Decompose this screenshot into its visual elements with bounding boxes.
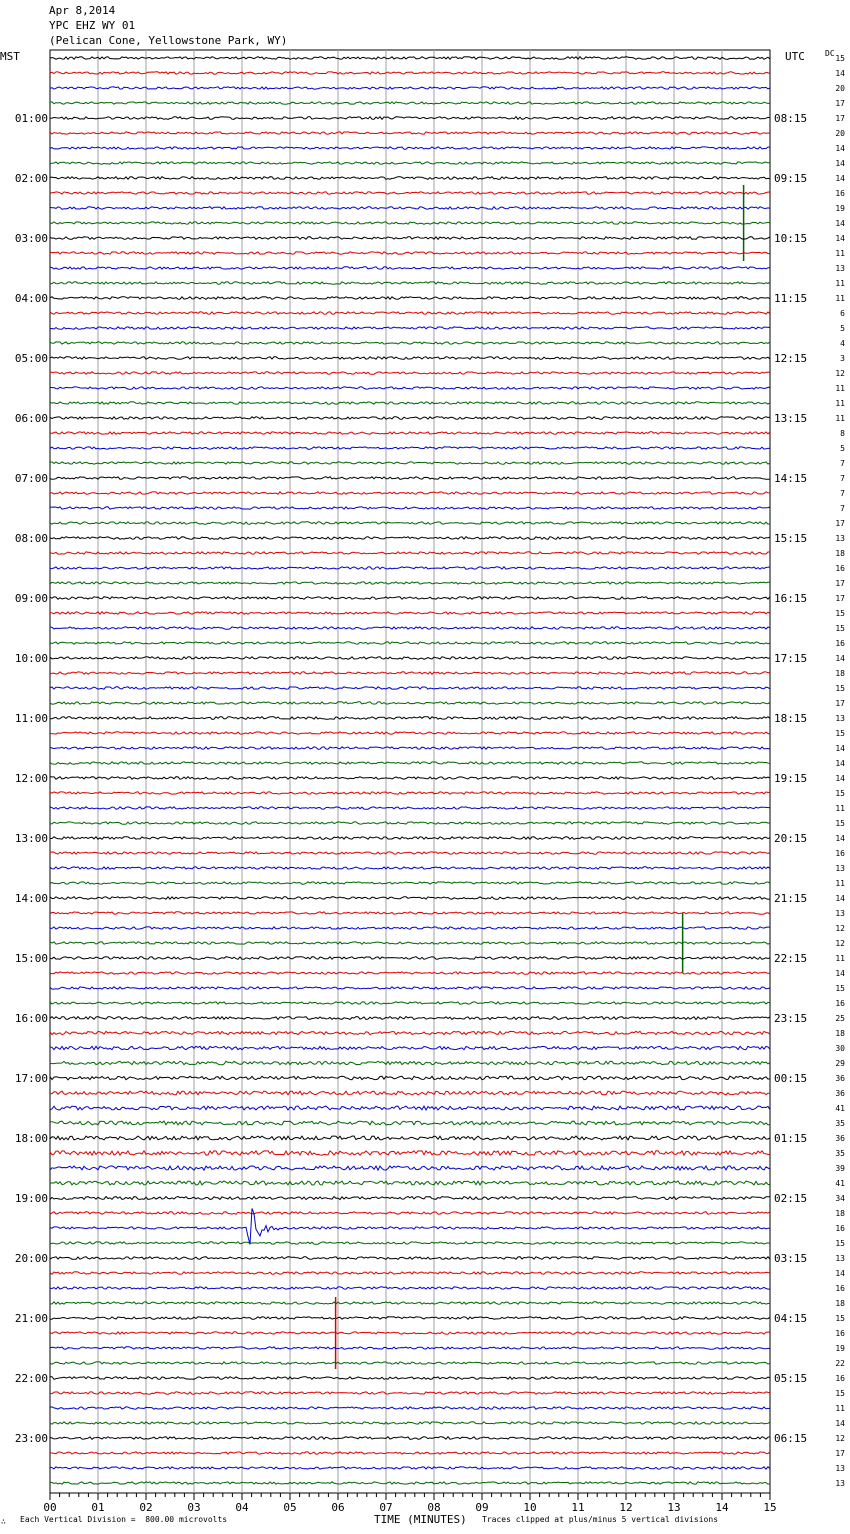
dc-offset-label: 13: [835, 1479, 845, 1488]
dc-offset-label: 35: [835, 1149, 845, 1158]
utc-hour-label: 10:15: [774, 232, 808, 245]
trace-row-60: [50, 942, 770, 944]
trace-row-64: [50, 1002, 770, 1004]
dc-offset-label: 16: [835, 639, 845, 648]
utc-hour-label: 22:15: [774, 952, 808, 965]
trace-row-93: [50, 1437, 770, 1440]
dc-offset-label: 13: [835, 864, 845, 873]
dc-offset-label: 13: [835, 264, 845, 273]
clip-note: Traces clipped at plus/minus 5 vertical divisions: [482, 1515, 719, 1524]
dc-offset-label: 6: [840, 309, 845, 318]
trace-row-65: [50, 1017, 770, 1020]
dc-offset-label: 5: [840, 324, 845, 333]
dc-offset-label: 3: [840, 354, 845, 363]
trace-row-78: [50, 1212, 770, 1215]
mst-hour-label: 12:00: [14, 772, 48, 785]
x-axis-title: TIME (MINUTES): [374, 1513, 467, 1526]
trace-row-44: [50, 702, 770, 704]
trace-row-72: [50, 1121, 770, 1125]
dc-label: DC: [825, 49, 835, 58]
utc-hour-label: 19:15: [774, 772, 808, 785]
trace-row-53: [50, 837, 770, 840]
dc-offset-label: 41: [835, 1179, 845, 1188]
trace-row-8: [50, 162, 770, 164]
trace-row-77: [50, 1197, 770, 1200]
mst-hour-label: 15:00: [14, 952, 48, 965]
date-label: Apr 8,2014: [49, 4, 116, 17]
trace-row-16: [50, 282, 770, 284]
dc-offset-label: 16: [835, 1224, 845, 1233]
trace-row-14: [50, 252, 770, 254]
logo-icon: ∴: [1, 1517, 6, 1526]
dc-offset-label: 18: [835, 1029, 845, 1038]
dc-offset-label: 16: [835, 1284, 845, 1293]
dc-offset-label: 14: [835, 1419, 845, 1428]
dc-offset-label: 13: [835, 909, 845, 918]
trace-row-38: [50, 612, 770, 614]
trace-row-85: [50, 1317, 770, 1320]
dc-offset-label: 15: [835, 1239, 845, 1248]
trace-row-2: [50, 72, 770, 74]
dc-offset-label: 18: [835, 549, 845, 558]
trace-row-43: [50, 687, 770, 689]
trace-row-52: [50, 822, 770, 824]
dc-offset-label: 7: [840, 504, 845, 513]
dc-offset-label: 11: [835, 414, 845, 423]
dc-offset-label: 14: [835, 159, 845, 168]
trace-row-41: [50, 657, 770, 660]
dc-offset-label: 14: [835, 744, 845, 753]
dc-offset-label: 15: [835, 684, 845, 693]
dc-offset-label: 35: [835, 1119, 845, 1128]
utc-hour-label: 16:15: [774, 592, 808, 605]
dc-offset-label: 30: [835, 1044, 845, 1053]
plot-frame: [50, 50, 770, 1493]
trace-row-73: [50, 1136, 770, 1140]
dc-offset-label: 17: [835, 114, 845, 123]
utc-hour-label: 23:15: [774, 1012, 808, 1025]
dc-offset-label: 11: [835, 294, 845, 303]
utc-hour-label: 20:15: [774, 832, 808, 845]
trace-row-26: [50, 432, 770, 434]
x-tick-label: 02: [139, 1501, 153, 1514]
dc-offset-label: 19: [835, 204, 845, 213]
utc-hour-label: 14:15: [774, 472, 808, 485]
dc-offset-label: 7: [840, 459, 845, 468]
trace-row-62: [50, 972, 770, 974]
dc-offset-label: 15: [835, 1389, 845, 1398]
utc-hour-label: 09:15: [774, 172, 808, 185]
utc-hour-label: 00:15: [774, 1072, 808, 1085]
dc-offset-label: 12: [835, 924, 845, 933]
trace-row-59: [50, 927, 770, 929]
dc-offset-label: 16: [835, 1374, 845, 1383]
dc-offset-label: 15: [835, 819, 845, 828]
trace-row-21: [50, 357, 770, 360]
trace-row-84: [50, 1302, 770, 1304]
trace-row-86: [50, 1332, 770, 1334]
x-tick-label: 04: [235, 1501, 249, 1514]
dc-offset-label: 20: [835, 129, 845, 138]
trace-row-54: [50, 852, 770, 854]
trace-row-18: [50, 312, 770, 314]
trace-row-35: [50, 567, 770, 569]
mst-hour-label: 06:00: [14, 412, 48, 425]
utc-hour-label: 17:15: [774, 652, 808, 665]
utc-hour-label: 12:15: [774, 352, 808, 365]
trace-row-94: [50, 1452, 770, 1454]
dc-offset-label: 36: [835, 1089, 845, 1098]
trace-row-10: [50, 192, 770, 194]
trace-row-89: [50, 1377, 770, 1380]
dc-offset-label: 14: [835, 69, 845, 78]
dc-offset-label: 18: [835, 1299, 845, 1308]
utc-hour-label: 04:15: [774, 1312, 808, 1325]
trace-row-7: [50, 147, 770, 149]
trace-row-50: [50, 792, 770, 794]
dc-offset-label: 25: [835, 1014, 845, 1023]
utc-hour-label: 01:15: [774, 1132, 808, 1145]
trace-row-91: [50, 1407, 770, 1409]
mst-hour-label: 18:00: [14, 1132, 48, 1145]
dc-offset-label: 17: [835, 1449, 845, 1458]
location-label: (Pelican Cone, Yellowstone Park, WY): [49, 34, 288, 47]
trace-row-87: [50, 1347, 770, 1349]
dc-offset-label: 13: [835, 534, 845, 543]
trace-row-61: [50, 957, 770, 960]
dc-offset-label: 17: [835, 99, 845, 108]
trace-row-55: [50, 867, 770, 869]
utc-hour-label: 02:15: [774, 1192, 808, 1205]
utc-hour-label: 08:15: [774, 112, 808, 125]
dc-offset-label: 14: [835, 759, 845, 768]
dc-offset-label: 17: [835, 579, 845, 588]
dc-offset-label: 15: [835, 624, 845, 633]
x-tick-label: 03: [187, 1501, 201, 1514]
dc-offset-label: 15: [835, 1314, 845, 1323]
trace-row-29: [50, 477, 770, 480]
trace-row-12: [50, 222, 770, 224]
dc-offset-label: 36: [835, 1074, 845, 1083]
dc-offset-label: 22: [835, 1359, 845, 1368]
mst-hour-label: 02:00: [14, 172, 48, 185]
station-label: YPC EHZ WY 01: [49, 19, 136, 32]
trace-row-92: [50, 1422, 770, 1424]
trace-row-57: [50, 897, 770, 900]
utc-hour-label: 13:15: [774, 412, 808, 425]
utc-hour-label: 06:15: [774, 1432, 808, 1445]
left-timezone-label: MST: [0, 50, 20, 63]
x-tick-label: 10: [523, 1501, 537, 1514]
dc-offset-label: 12: [835, 369, 845, 378]
dc-offset-label: 13: [835, 1464, 845, 1473]
mst-hour-label: 11:00: [14, 712, 48, 725]
trace-row-81: [50, 1257, 770, 1260]
trace-row-31: [50, 507, 770, 509]
trace-row-33: [50, 537, 770, 540]
trace-row-24: [50, 402, 770, 404]
dc-offset-label: 14: [835, 174, 845, 183]
dc-offset-label: 7: [840, 489, 845, 498]
trace-row-90: [50, 1392, 770, 1394]
dc-offset-label: 18: [835, 1209, 845, 1218]
x-tick-label: 01: [91, 1501, 105, 1514]
trace-row-82: [50, 1272, 770, 1274]
trace-row-32: [50, 522, 770, 524]
dc-offset-label: 16: [835, 189, 845, 198]
dc-offset-label: 15: [835, 729, 845, 738]
dc-offset-label: 8: [840, 429, 845, 438]
trace-row-9: [50, 177, 770, 180]
trace-row-74: [50, 1151, 770, 1155]
mst-hour-label: 03:00: [14, 232, 48, 245]
dc-offset-label: 19: [835, 1344, 845, 1353]
trace-row-76: [50, 1181, 770, 1185]
x-tick-label: 12: [619, 1501, 633, 1514]
dc-offset-label: 15: [835, 54, 845, 63]
utc-hour-label: 15:15: [774, 532, 808, 545]
trace-row-96: [50, 1482, 770, 1484]
dc-offset-label: 11: [835, 249, 845, 258]
trace-row-88: [50, 1362, 770, 1364]
trace-row-48: [50, 762, 770, 764]
trace-row-20: [50, 342, 770, 344]
mst-hour-label: 07:00: [14, 472, 48, 485]
trace-row-46: [50, 732, 770, 734]
dc-offset-label: 14: [835, 654, 845, 663]
dc-offset-label: 11: [835, 279, 845, 288]
mst-hour-label: 10:00: [14, 652, 48, 665]
trace-row-47: [50, 747, 770, 749]
mst-hour-label: 22:00: [14, 1372, 48, 1385]
mst-hour-label: 17:00: [14, 1072, 48, 1085]
trace-row-25: [50, 417, 770, 420]
trace-row-22: [50, 372, 770, 374]
trace-row-51: [50, 807, 770, 809]
trace-row-11: [50, 207, 770, 210]
trace-row-71: [50, 1106, 770, 1110]
trace-row-63: [50, 987, 770, 989]
dc-offset-label: 17: [835, 519, 845, 528]
trace-row-40: [50, 642, 770, 644]
trace-row-69: [50, 1076, 770, 1080]
dc-offset-label: 12: [835, 939, 845, 948]
dc-offset-label: 11: [835, 1404, 845, 1413]
mst-hour-label: 14:00: [14, 892, 48, 905]
x-tick-label: 00: [43, 1501, 57, 1514]
utc-hour-label: 11:15: [774, 292, 808, 305]
dc-offset-label: 12: [835, 1434, 845, 1443]
trace-row-1: [50, 57, 770, 60]
dc-offset-label: 14: [835, 894, 845, 903]
x-tick-label: 09: [475, 1501, 489, 1514]
trace-row-19: [50, 327, 770, 329]
trace-row-68: [50, 1061, 770, 1064]
trace-row-4: [50, 102, 770, 104]
trace-row-30: [50, 492, 770, 494]
dc-offset-label: 5: [840, 444, 845, 453]
dc-offset-label: 13: [835, 1254, 845, 1263]
trace-row-6: [50, 132, 770, 134]
trace-row-37: [50, 597, 770, 600]
trace-row-75: [50, 1166, 770, 1170]
dc-offset-label: 16: [835, 1329, 845, 1338]
dc-offset-label: 4: [840, 339, 845, 348]
dc-offset-label: 36: [835, 1134, 845, 1143]
trace-row-80: [50, 1242, 770, 1244]
trace-row-83: [50, 1287, 770, 1289]
trace-row-67: [50, 1046, 770, 1049]
scale-note: Each Vertical Division = 800.00 microvolts: [20, 1515, 228, 1524]
mst-hour-label: 05:00: [14, 352, 48, 365]
dc-offset-label: 11: [835, 384, 845, 393]
trace-row-5: [50, 117, 770, 120]
dc-offset-label: 39: [835, 1164, 845, 1173]
trace-row-70: [50, 1091, 770, 1095]
trace-row-39: [50, 627, 770, 629]
mst-hour-label: 09:00: [14, 592, 48, 605]
dc-offset-label: 15: [835, 984, 845, 993]
dc-offset-label: 14: [835, 1269, 845, 1278]
dc-offset-label: 15: [835, 609, 845, 618]
dc-offset-label: 16: [835, 564, 845, 573]
utc-hour-label: 18:15: [774, 712, 808, 725]
trace-row-3: [50, 87, 770, 89]
trace-row-36: [50, 582, 770, 584]
trace-row-95: [50, 1467, 770, 1469]
mst-hour-label: 20:00: [14, 1252, 48, 1265]
right-timezone-label: UTC: [785, 50, 805, 63]
dc-offset-label: 15: [835, 789, 845, 798]
trace-row-23: [50, 387, 770, 389]
dc-offset-label: 16: [835, 999, 845, 1008]
x-tick-label: 13: [667, 1501, 681, 1514]
trace-row-28: [50, 462, 770, 464]
trace-row-34: [50, 552, 770, 554]
x-tick-label: 14: [715, 1501, 729, 1514]
dc-offset-label: 18: [835, 669, 845, 678]
dc-offset-label: 41: [835, 1104, 845, 1113]
dc-offset-label: 14: [835, 234, 845, 243]
dc-offset-label: 16: [835, 849, 845, 858]
dc-offset-label: 11: [835, 804, 845, 813]
dc-offset-label: 14: [835, 219, 845, 228]
trace-row-27: [50, 447, 770, 449]
mst-hour-label: 23:00: [14, 1432, 48, 1445]
x-tick-label: 15: [763, 1501, 777, 1514]
dc-offset-label: 17: [835, 699, 845, 708]
dc-offset-label: 14: [835, 834, 845, 843]
mst-hour-label: 01:00: [14, 112, 48, 125]
x-tick-label: 08: [427, 1501, 441, 1514]
mst-hour-label: 16:00: [14, 1012, 48, 1025]
dc-offset-label: 34: [835, 1194, 845, 1203]
dc-offset-label: 7: [840, 474, 845, 483]
mst-hour-label: 08:00: [14, 532, 48, 545]
trace-row-17: [50, 297, 770, 300]
trace-row-66: [50, 1031, 770, 1034]
x-tick-label: 05: [283, 1501, 297, 1514]
dc-offset-label: 11: [835, 954, 845, 963]
mst-hour-label: 13:00: [14, 832, 48, 845]
mst-hour-label: 04:00: [14, 292, 48, 305]
utc-hour-label: 03:15: [774, 1252, 808, 1265]
dc-offset-label: 11: [835, 399, 845, 408]
dc-offset-label: 14: [835, 969, 845, 978]
trace-row-45: [50, 717, 770, 720]
dc-offset-label: 20: [835, 84, 845, 93]
dc-offset-label: 14: [835, 144, 845, 153]
trace-row-15: [50, 267, 770, 269]
mst-hour-label: 21:00: [14, 1312, 48, 1325]
trace-row-58: [50, 912, 770, 914]
trace-row-49: [50, 777, 770, 780]
dc-offset-label: 29: [835, 1059, 845, 1068]
dc-offset-label: 13: [835, 714, 845, 723]
x-tick-label: 07: [379, 1501, 393, 1514]
trace-row-56: [50, 882, 770, 884]
dc-offset-label: 11: [835, 879, 845, 888]
trace-row-13: [50, 237, 770, 240]
dc-offset-label: 17: [835, 594, 845, 603]
trace-row-42: [50, 672, 770, 674]
utc-hour-label: 05:15: [774, 1372, 808, 1385]
x-tick-label: 11: [571, 1501, 585, 1514]
x-tick-label: 06: [331, 1501, 345, 1514]
mst-hour-label: 19:00: [14, 1192, 48, 1205]
utc-hour-label: 21:15: [774, 892, 808, 905]
dc-offset-label: 14: [835, 774, 845, 783]
